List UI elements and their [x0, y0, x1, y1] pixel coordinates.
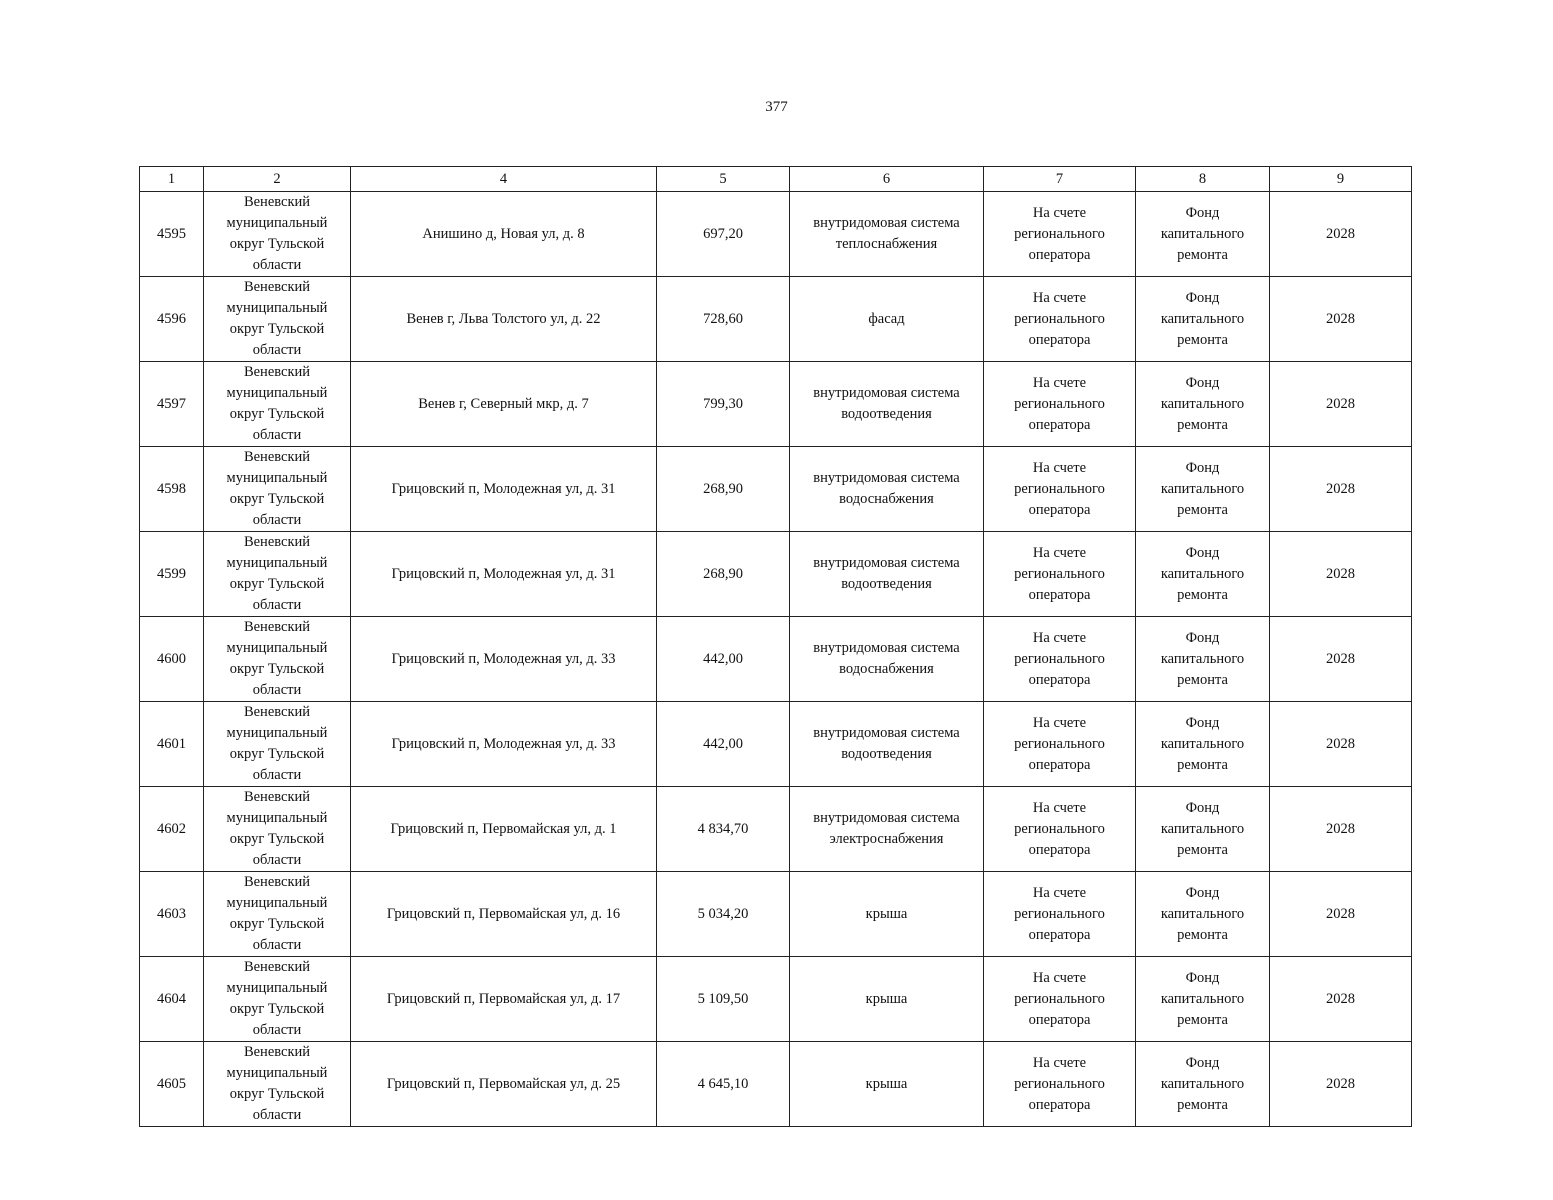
capital-repair-table	[139, 166, 1412, 1127]
cell-line: округ Тульской	[229, 1001, 325, 1017]
area-cell: 5 109,50	[657, 957, 790, 1042]
table-row	[140, 192, 1412, 277]
cell-line: регионального	[1014, 225, 1105, 242]
cell-line: Веневский	[243, 1044, 311, 1060]
year-cell: 2028	[1270, 702, 1412, 787]
account-type-cell	[984, 362, 1136, 447]
account-type-cell	[984, 787, 1136, 872]
cell-line: оператора	[1028, 416, 1091, 433]
table-row	[140, 447, 1412, 532]
table-row	[140, 787, 1412, 872]
cell-line: внутридомовая система	[813, 385, 960, 401]
area-cell: 4 645,10	[657, 1042, 790, 1127]
year-cell: 2028	[1270, 1042, 1412, 1127]
cell-line: внутридомовая система	[813, 555, 960, 571]
cell-line: регионального	[1014, 650, 1105, 667]
address-cell: Грицовский п, Первомайская ул, д. 1	[351, 787, 657, 872]
cell-line: водоотведения	[841, 576, 932, 592]
cell-line: ремонта	[1177, 331, 1228, 348]
column-header: 8	[1136, 167, 1270, 192]
cell-line: ремонта	[1177, 501, 1228, 518]
cell-line: Фонд	[1185, 884, 1220, 901]
table-row	[140, 1042, 1412, 1127]
cell-line: Фонд	[1185, 969, 1220, 986]
area-cell: 4 834,70	[657, 787, 790, 872]
cell-line: водоотведения	[841, 406, 932, 422]
address-cell: Грицовский п, Первомайская ул, д. 17	[351, 957, 657, 1042]
work-type-cell	[790, 957, 984, 1042]
cell-line: ремонта	[1177, 1096, 1228, 1113]
table-row	[140, 617, 1412, 702]
cell-line: ремонта	[1177, 841, 1228, 858]
funding-source-cell	[1136, 447, 1270, 532]
year-cell: 2028	[1270, 362, 1412, 447]
area-cell: 442,00	[657, 702, 790, 787]
municipality-cell	[204, 1042, 351, 1127]
cell-line: округ Тульской	[229, 746, 325, 762]
area-cell: 799,30	[657, 362, 790, 447]
area-cell: 5 034,20	[657, 872, 790, 957]
cell-line: Веневский	[243, 959, 311, 975]
table-row	[140, 957, 1412, 1042]
funding-source-cell	[1136, 702, 1270, 787]
cell-line: ремонта	[1177, 756, 1228, 773]
municipality-cell	[204, 532, 351, 617]
cell-line: ремонта	[1177, 671, 1228, 688]
funding-source-cell	[1136, 532, 1270, 617]
account-type-cell	[984, 617, 1136, 702]
cell-line: крыша	[865, 905, 908, 922]
cell-line: округ Тульской	[229, 831, 325, 847]
cell-line: внутридомовая система	[813, 810, 960, 826]
cell-line: Веневский	[243, 364, 311, 380]
account-type-cell	[984, 702, 1136, 787]
work-type-cell	[790, 447, 984, 532]
cell-line: внутридомовая система	[813, 725, 960, 741]
header-row	[140, 167, 1412, 192]
cell-line: муниципальный	[226, 300, 328, 316]
area-cell: 442,00	[657, 617, 790, 702]
cell-line: оператора	[1028, 841, 1091, 858]
cell-line: муниципальный	[226, 1065, 328, 1081]
cell-line: регионального	[1014, 905, 1105, 922]
column-header: 9	[1270, 167, 1412, 192]
cell-line: округ Тульской	[229, 661, 325, 677]
cell-line: регионального	[1014, 310, 1105, 327]
cell-line: муниципальный	[226, 810, 328, 826]
cell-line: Веневский	[243, 194, 311, 210]
cell-line: муниципальный	[226, 385, 328, 401]
cell-line: капитального	[1160, 480, 1245, 497]
work-type-cell	[790, 532, 984, 617]
cell-line: капитального	[1160, 1075, 1245, 1092]
page-number: 377	[765, 99, 788, 115]
cell-line: водоснабжения	[839, 491, 934, 507]
cell-line: области	[252, 597, 302, 613]
cell-line: На счете	[1032, 204, 1087, 221]
municipality-cell	[204, 447, 351, 532]
cell-line: оператора	[1028, 246, 1091, 263]
cell-line: округ Тульской	[229, 321, 325, 337]
column-header: 7	[984, 167, 1136, 192]
work-type-cell	[790, 1042, 984, 1127]
cell-line: области	[252, 257, 302, 273]
account-type-cell	[984, 957, 1136, 1042]
cell-line: Веневский	[243, 704, 311, 720]
cell-line: оператора	[1028, 331, 1091, 348]
funding-source-cell	[1136, 872, 1270, 957]
cell-line: На счете	[1032, 884, 1087, 901]
area-cell: 728,60	[657, 277, 790, 362]
row-number-cell: 4605	[140, 1042, 204, 1127]
cell-line: Фонд	[1185, 374, 1220, 391]
cell-line: капитального	[1160, 310, 1245, 327]
row-number-cell: 4604	[140, 957, 204, 1042]
cell-line: На счете	[1032, 544, 1087, 561]
municipality-cell	[204, 617, 351, 702]
row-number-cell: 4595	[140, 192, 204, 277]
cell-line: внутридомовая система	[813, 215, 960, 231]
cell-line: Фонд	[1185, 204, 1220, 221]
cell-line: регионального	[1014, 820, 1105, 837]
account-type-cell	[984, 192, 1136, 277]
row-number-cell: 4600	[140, 617, 204, 702]
cell-line: регионального	[1014, 1075, 1105, 1092]
address-cell: Венев г, Льва Толстого ул, д. 22	[351, 277, 657, 362]
cell-line: оператора	[1028, 756, 1091, 773]
area-cell: 268,90	[657, 532, 790, 617]
funding-source-cell	[1136, 1042, 1270, 1127]
cell-line: На счете	[1032, 629, 1087, 646]
cell-line: Фонд	[1185, 629, 1220, 646]
year-cell: 2028	[1270, 787, 1412, 872]
funding-source-cell	[1136, 277, 1270, 362]
cell-line: муниципальный	[226, 895, 328, 911]
municipality-cell	[204, 872, 351, 957]
address-cell: Грицовский п, Молодежная ул, д. 33	[351, 617, 657, 702]
year-cell: 2028	[1270, 277, 1412, 362]
funding-source-cell	[1136, 617, 1270, 702]
cell-line: капитального	[1160, 565, 1245, 582]
cell-line: На счете	[1032, 459, 1087, 476]
cell-line: На счете	[1032, 799, 1087, 816]
cell-line: оператора	[1028, 501, 1091, 518]
cell-line: капитального	[1160, 650, 1245, 667]
table-row	[140, 362, 1412, 447]
cell-line: капитального	[1160, 395, 1245, 412]
municipality-cell	[204, 277, 351, 362]
row-number-cell: 4597	[140, 362, 204, 447]
cell-line: капитального	[1160, 225, 1245, 242]
cell-line: муниципальный	[226, 555, 328, 571]
area-cell: 697,20	[657, 192, 790, 277]
cell-line: регионального	[1014, 395, 1105, 412]
cell-line: области	[252, 1022, 302, 1038]
cell-line: ремонта	[1177, 1011, 1228, 1028]
cell-line: муниципальный	[226, 470, 328, 486]
work-type-cell	[790, 617, 984, 702]
cell-line: оператора	[1028, 586, 1091, 603]
cell-line: регионального	[1014, 480, 1105, 497]
cell-line: капитального	[1160, 735, 1245, 752]
table-body	[140, 192, 1412, 1127]
cell-line: На счете	[1032, 969, 1087, 986]
row-number-cell: 4603	[140, 872, 204, 957]
cell-line: ремонта	[1177, 246, 1228, 263]
cell-line: ремонта	[1177, 586, 1228, 603]
account-type-cell	[984, 277, 1136, 362]
year-cell: 2028	[1270, 447, 1412, 532]
cell-line: округ Тульской	[229, 576, 325, 592]
cell-line: капитального	[1160, 820, 1245, 837]
work-type-cell	[790, 702, 984, 787]
column-header: 5	[657, 167, 790, 192]
year-cell: 2028	[1270, 192, 1412, 277]
cell-line: Веневский	[243, 279, 311, 295]
row-number-cell: 4596	[140, 277, 204, 362]
cell-line: На счете	[1032, 289, 1087, 306]
account-type-cell	[984, 1042, 1136, 1127]
municipality-cell	[204, 362, 351, 447]
row-number-cell: 4598	[140, 447, 204, 532]
cell-line: Фонд	[1185, 544, 1220, 561]
cell-line: ремонта	[1177, 416, 1228, 433]
cell-line: муниципальный	[226, 215, 328, 231]
cell-line: фасад	[868, 310, 905, 327]
row-number-cell: 4599	[140, 532, 204, 617]
cell-line: муниципальный	[226, 640, 328, 656]
funding-source-cell	[1136, 957, 1270, 1042]
address-cell: Грицовский п, Молодежная ул, д. 31	[351, 532, 657, 617]
cell-line: водоотведения	[841, 746, 932, 762]
cell-line: Веневский	[243, 874, 311, 890]
cell-line: муниципальный	[226, 980, 328, 996]
work-type-cell	[790, 277, 984, 362]
cell-line: оператора	[1028, 671, 1091, 688]
cell-line: округ Тульской	[229, 236, 325, 252]
cell-line: области	[252, 682, 302, 698]
cell-line: внутридомовая система	[813, 470, 960, 486]
cell-line: муниципальный	[226, 725, 328, 741]
cell-line: области	[252, 937, 302, 953]
cell-line: области	[252, 342, 302, 358]
address-cell: Грицовский п, Первомайская ул, д. 16	[351, 872, 657, 957]
cell-line: регионального	[1014, 735, 1105, 752]
cell-line: Веневский	[243, 534, 311, 550]
address-cell: Анишино д, Новая ул, д. 8	[351, 192, 657, 277]
cell-line: На счете	[1032, 374, 1087, 391]
address-cell: Грицовский п, Молодежная ул, д. 33	[351, 702, 657, 787]
cell-line: крыша	[865, 990, 908, 1007]
area-cell: 268,90	[657, 447, 790, 532]
cell-line: регионального	[1014, 565, 1105, 582]
year-cell: 2028	[1270, 872, 1412, 957]
cell-line: области	[252, 512, 302, 528]
cell-line: области	[252, 427, 302, 443]
cell-line: Веневский	[243, 789, 311, 805]
account-type-cell	[984, 532, 1136, 617]
table-row	[140, 872, 1412, 957]
account-type-cell	[984, 447, 1136, 532]
cell-line: округ Тульской	[229, 406, 325, 422]
cell-line: водоснабжения	[839, 661, 934, 677]
row-number-cell: 4601	[140, 702, 204, 787]
municipality-cell	[204, 192, 351, 277]
cell-line: ремонта	[1177, 926, 1228, 943]
cell-line: оператора	[1028, 1096, 1091, 1113]
row-number-cell: 4602	[140, 787, 204, 872]
address-cell: Грицовский п, Первомайская ул, д. 25	[351, 1042, 657, 1127]
municipality-cell	[204, 702, 351, 787]
address-cell: Грицовский п, Молодежная ул, д. 31	[351, 447, 657, 532]
cell-line: округ Тульской	[229, 1086, 325, 1102]
cell-line: На счете	[1032, 1054, 1087, 1071]
column-header: 2	[204, 167, 351, 192]
cell-line: области	[252, 767, 302, 783]
cell-line: капитального	[1160, 905, 1245, 922]
year-cell: 2028	[1270, 532, 1412, 617]
cell-line: Фонд	[1185, 714, 1220, 731]
column-header: 4	[351, 167, 657, 192]
cell-line: Фонд	[1185, 1054, 1220, 1071]
cell-line: регионального	[1014, 990, 1105, 1007]
funding-source-cell	[1136, 787, 1270, 872]
table-header	[140, 167, 1412, 192]
table-row	[140, 702, 1412, 787]
column-header: 1	[140, 167, 204, 192]
cell-line: Веневский	[243, 449, 311, 465]
year-cell: 2028	[1270, 957, 1412, 1042]
account-type-cell	[984, 872, 1136, 957]
table-row	[140, 277, 1412, 362]
cell-line: области	[252, 852, 302, 868]
cell-line: внутридомовая система	[813, 640, 960, 656]
cell-line: электроснабжения	[829, 831, 944, 847]
cell-line: оператора	[1028, 1011, 1091, 1028]
cell-line: Веневский	[243, 619, 311, 635]
cell-line: капитального	[1160, 990, 1245, 1007]
work-type-cell	[790, 787, 984, 872]
cell-line: оператора	[1028, 926, 1091, 943]
cell-line: области	[252, 1107, 302, 1123]
cell-line: округ Тульской	[229, 491, 325, 507]
column-header: 6	[790, 167, 984, 192]
cell-line: округ Тульской	[229, 916, 325, 932]
work-type-cell	[790, 872, 984, 957]
address-cell: Венев г, Северный мкр, д. 7	[351, 362, 657, 447]
cell-line: Фонд	[1185, 459, 1220, 476]
cell-line: Фонд	[1185, 799, 1220, 816]
cell-line: Фонд	[1185, 289, 1220, 306]
cell-line: На счете	[1032, 714, 1087, 731]
year-cell: 2028	[1270, 617, 1412, 702]
work-type-cell	[790, 192, 984, 277]
work-type-cell	[790, 362, 984, 447]
municipality-cell	[204, 787, 351, 872]
funding-source-cell	[1136, 362, 1270, 447]
table-row	[140, 532, 1412, 617]
municipality-cell	[204, 957, 351, 1042]
funding-source-cell	[1136, 192, 1270, 277]
cell-line: теплоснабжения	[835, 236, 938, 252]
cell-line: крыша	[865, 1075, 908, 1092]
